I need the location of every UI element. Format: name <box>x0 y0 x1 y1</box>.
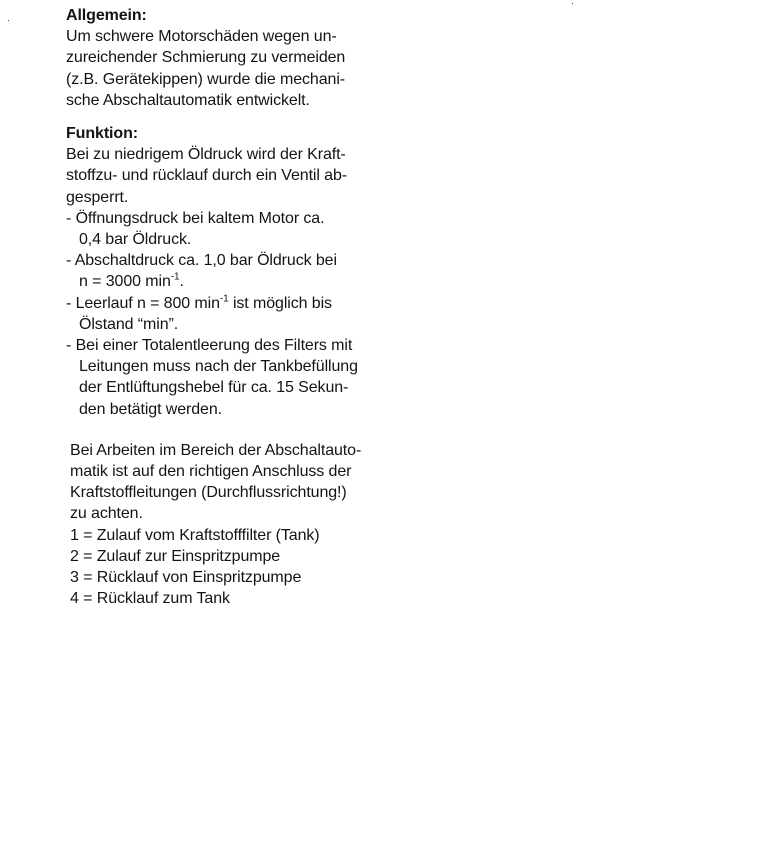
exponent: -1 <box>170 272 180 284</box>
text-line: zureichender Schmierung zu vermeiden <box>66 49 346 67</box>
exponent: -1 <box>219 293 229 305</box>
text-line: zu achten. <box>70 505 143 523</box>
bullet-line: der Entlüftungshebel für ca. 15 Sekun- <box>79 379 349 397</box>
bullet-line: - Abschaltdruck ca. 1,0 bar Öldruck bei <box>66 252 337 270</box>
text-line: stoffzu- und rücklauf durch ein Ventil ab- <box>66 167 348 185</box>
bullet-totalentleerung <box>66 335 426 420</box>
document-page <box>66 5 426 609</box>
bullet-line: - Öffnungsdruck bei kaltem Motor ca. <box>66 209 325 227</box>
punctuation: . <box>179 273 184 291</box>
list-item: 1 = Zulauf vom Kraftstofffilter (Tank) <box>70 526 320 544</box>
heading-funktion: Funktion: <box>66 125 138 143</box>
bullet-abschaltdruck <box>66 250 426 292</box>
rpm-text: n = 3000 min <box>79 273 171 291</box>
text-line: (z.B. Gerätekippen) wurde die mechani- <box>66 70 345 88</box>
section-allgemein <box>66 5 426 111</box>
section-funktion <box>66 123 426 420</box>
text-line: gesperrt. <box>66 188 129 206</box>
rpm-text: - Leerlauf n = 800 min <box>66 294 220 312</box>
list-item: 3 = Rücklauf von Einspritzpumpe <box>70 569 302 587</box>
text-line: matik ist auf den richtigen Anschluss der <box>70 463 352 481</box>
bullet-line: Ölstand “min”. <box>79 315 179 333</box>
scan-speck <box>8 20 9 21</box>
bullet-line: den betätigt werden. <box>79 400 222 418</box>
bullet-line <box>66 293 426 314</box>
scan-speck <box>572 3 573 4</box>
section-anschluss <box>66 440 426 610</box>
bullet-text: ist möglich bis <box>228 294 332 312</box>
bullet-line: Leitungen muss nach der Tankbefüllung <box>79 358 358 376</box>
text-line: Bei Arbeiten im Bereich der Abschaltauto- <box>70 441 362 459</box>
bullet-oeffnungsdruck <box>66 208 426 250</box>
heading-allgemein: Allgemein: <box>66 7 147 24</box>
list-item: 2 = Zulauf zur Einspritzpumpe <box>70 547 281 565</box>
list-item: 4 = Rücklauf zum Tank <box>70 590 230 608</box>
bullet-line: - Bei einer Totalentleerung des Filters mit <box>66 337 353 355</box>
text-line: Um schwere Motorschäden wegen un- <box>66 28 337 46</box>
bullet-leerlauf <box>66 293 426 335</box>
bullet-line <box>66 271 426 292</box>
text-line: sche Abschaltautomatik entwickelt. <box>66 91 310 109</box>
bullet-line: 0,4 bar Öldruck. <box>79 231 192 249</box>
text-line: Kraftstoffleitungen (Durchflussrichtung!) <box>70 484 347 502</box>
text-line: Bei zu niedrigem Öldruck wird der Kraft- <box>66 146 346 164</box>
